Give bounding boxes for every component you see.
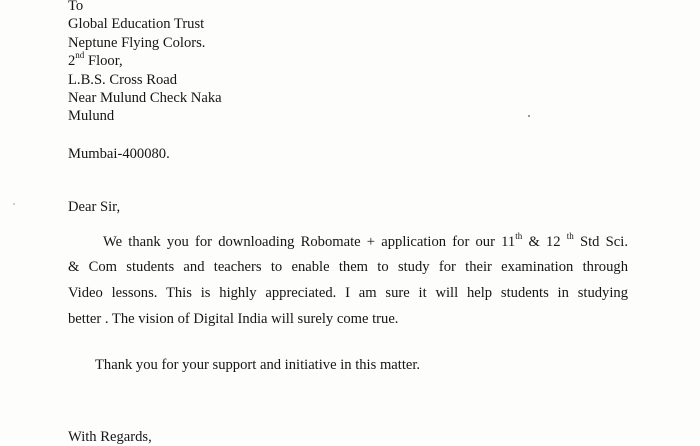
address-area: Mulund (68, 108, 115, 124)
body-line-1-part-a: We thank you for downloading Robomate + application for our 11 (103, 234, 516, 250)
address-floor (68, 52, 123, 70)
body-line-1-sup-2: th (566, 231, 574, 242)
body-line-1 (103, 233, 628, 251)
address-landmark: Near Mulund Check Naka (68, 90, 222, 106)
floor-number: 2 (68, 53, 76, 69)
body-line-1-part-c: Std Sci. (580, 234, 628, 250)
address-city: Mumbai-400080. (68, 146, 170, 162)
address-to: To (68, 0, 84, 14)
address-road: L.B.S. Cross Road (68, 72, 178, 88)
body-line-2: & Com students and teachers to enable them to study for their examination through (68, 259, 628, 275)
scan-speck (13, 203, 15, 205)
closing-line: With Regards, (68, 429, 152, 445)
body-line-3: Video lessons. This is highly appreciated. I am sure it will help students in studying (68, 285, 628, 301)
address-organization: Global Education Trust (68, 16, 205, 32)
scan-speck (528, 115, 530, 117)
body-line-1-part-b: & 12 (528, 234, 561, 250)
address-building: Neptune Flying Colors. (68, 35, 206, 51)
salutation: Dear Sir, (68, 199, 121, 215)
thanks-line: Thank you for your support and initiative in this matter. (95, 357, 421, 373)
body-line-1-sup-1: th (515, 231, 523, 242)
floor-superscript: nd (75, 50, 85, 61)
body-line-4: better . The vision of Digital India will surely come true. (68, 311, 399, 327)
floor-text: Floor, (87, 53, 123, 69)
